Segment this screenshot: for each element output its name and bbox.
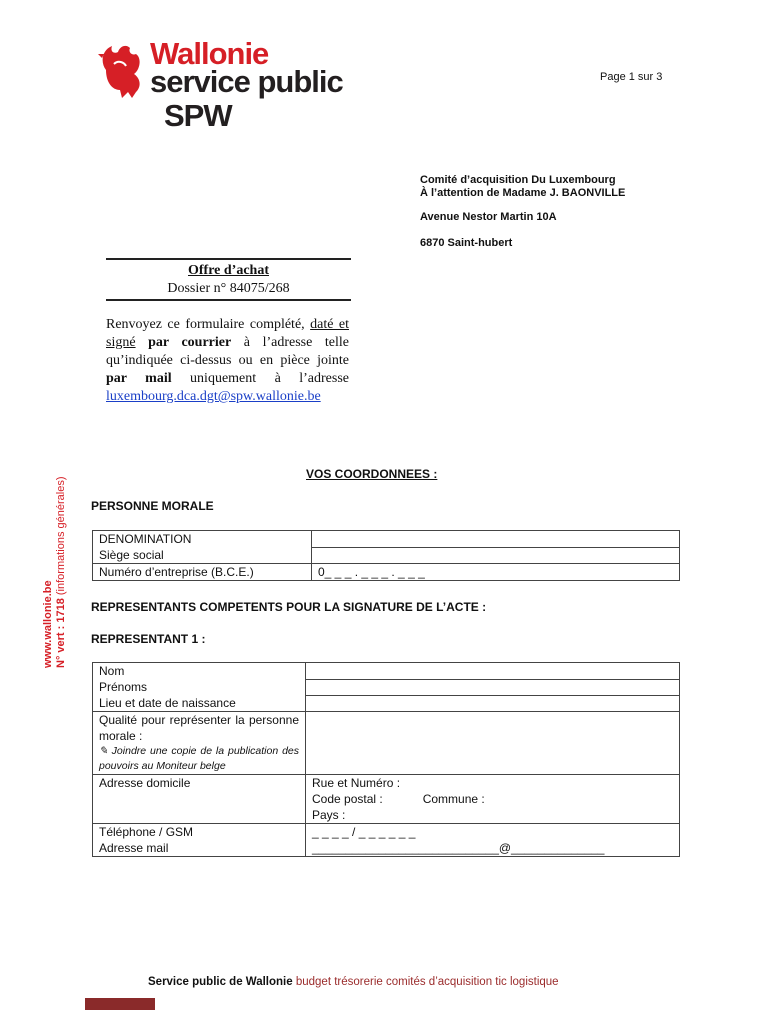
instr-part: uniquement à l’adresse bbox=[171, 371, 349, 386]
field-numero-entreprise[interactable]: 0_ _ _ . _ _ _ . _ _ _ bbox=[312, 564, 680, 581]
field-telephone-mail-cell bbox=[306, 824, 680, 857]
address-line-4: 6870 Saint-hubert bbox=[420, 237, 513, 249]
code-postal-label: Code postal : bbox=[312, 792, 383, 806]
page-number: Page 1 sur 3 bbox=[600, 71, 663, 83]
qualite-text: Qualité pour représenter la personne morale : bbox=[99, 713, 299, 743]
rue-numero-label: Rue et Numéro : bbox=[312, 776, 401, 790]
label-denomination: DENOMINATION bbox=[93, 531, 312, 548]
side-info: (informations générales) bbox=[55, 476, 67, 596]
side-contact-text bbox=[42, 476, 68, 668]
label-mail: Adresse mail bbox=[99, 841, 169, 855]
table-personne-morale bbox=[92, 530, 680, 581]
footer bbox=[148, 976, 559, 988]
spw-logo bbox=[98, 36, 368, 136]
pays-label: Pays : bbox=[312, 808, 346, 822]
side-website: www.wallonie.be bbox=[42, 580, 54, 668]
label-telephone: Téléphone / GSM bbox=[99, 825, 194, 839]
offer-title: Offre d’achat bbox=[188, 263, 269, 278]
section-representants: REPRESENTANTS COMPETENTS POUR LA SIGNATURE DE L’ACTE : bbox=[91, 600, 487, 614]
field-prenoms[interactable] bbox=[306, 679, 680, 695]
instr-date-signed: daté et signé bbox=[106, 317, 349, 350]
field-lieu-date-naissance[interactable] bbox=[306, 695, 680, 712]
instr-by-mail: par mail bbox=[106, 371, 172, 386]
instr-by-post: par courrier bbox=[148, 335, 232, 350]
side-phone: N° vert : 1718 bbox=[55, 598, 67, 668]
section-representant-1: REPRESENTANT 1 : bbox=[91, 632, 206, 646]
commune-label: Commune : bbox=[422, 792, 485, 806]
section-personne-morale: PERSONNE MORALE bbox=[91, 499, 214, 513]
email-link[interactable]: luxembourg.dca.dgt@spw.wallonie.be bbox=[106, 389, 321, 404]
label-nom: Nom bbox=[93, 663, 306, 680]
label-prenoms: Prénoms bbox=[93, 679, 306, 695]
table-representant-1 bbox=[92, 662, 680, 857]
address-line-1: Comité d’acquisition Du Luxembourg bbox=[420, 174, 616, 186]
label-siege-social: Siège social bbox=[93, 547, 312, 564]
label-adresse-domicile: Adresse domicile bbox=[93, 775, 306, 824]
footer-main: Service public de Wallonie bbox=[148, 976, 293, 988]
field-nom[interactable] bbox=[306, 663, 680, 680]
address-line-2: À l’attention de Madame J. BAONVILLE bbox=[420, 187, 626, 199]
section-vos-coordonnees: VOS COORDONNEES : bbox=[306, 467, 438, 481]
field-adresse-domicile[interactable] bbox=[306, 775, 680, 824]
field-denomination[interactable] bbox=[312, 531, 680, 548]
instr-part bbox=[136, 335, 149, 350]
address-line-3: Avenue Nestor Martin 10A bbox=[420, 211, 557, 223]
logo-wallonie: Wallonie bbox=[150, 36, 269, 71]
offer-header-box bbox=[106, 258, 351, 301]
field-qualite[interactable] bbox=[306, 712, 680, 775]
label-lieu-date-naissance: Lieu et date de naissance bbox=[93, 695, 306, 712]
label-telephone-mail bbox=[93, 824, 306, 857]
field-siege-social[interactable] bbox=[312, 547, 680, 564]
field-mail[interactable]: ____________________________@______________ bbox=[312, 841, 605, 855]
joindre-note: ✎ Joindre une copie de la publication des pouvoirs au Moniteur belge bbox=[99, 745, 299, 772]
label-qualite bbox=[93, 712, 306, 775]
footer-bar bbox=[85, 998, 155, 1010]
field-telephone[interactable]: _ _ _ _ / _ _ _ _ _ _ bbox=[312, 825, 416, 839]
instr-part: à l’adresse telle qu’indiquée ci-dessus ou en pièce jointe bbox=[106, 335, 350, 368]
offer-dossier-number: Dossier n° 84075/268 bbox=[167, 281, 290, 296]
footer-sub: budget trésorerie comités d’acquisition tic logistique bbox=[292, 976, 559, 988]
label-numero-entreprise: Numéro d’entreprise (B.C.E.) bbox=[93, 564, 312, 581]
instr-part: Renvoyez ce formulaire complété, bbox=[106, 317, 311, 332]
rooster-icon bbox=[98, 40, 150, 100]
logo-service-public: service public bbox=[150, 64, 343, 99]
instructions-paragraph bbox=[106, 316, 349, 406]
logo-spw: SPW bbox=[164, 98, 232, 133]
